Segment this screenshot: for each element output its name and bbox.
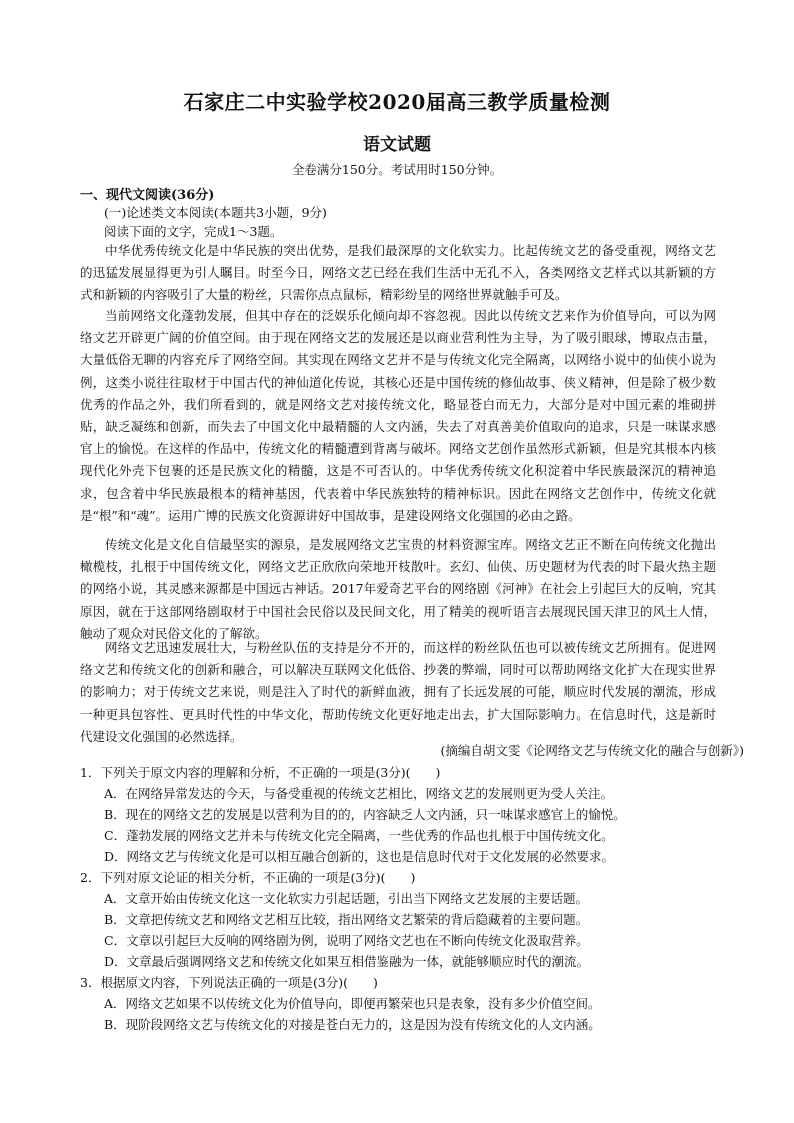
question-1-option-d: D．网络文艺与传统文化是可以相互融合创新的，这也是信息时代对于文化发展的必然要求。 (104, 849, 615, 864)
exam-info: 全卷满分150分。考试用时150分钟。 (291, 162, 503, 177)
question-2-option-a: A．文章开始由传统文化这一文化软实力引起话题，引出当下网络文艺发展的主要话题。 (104, 891, 589, 906)
passage-paragraph-3: 传统文化是文化自信最坚实的源泉，是发展网络文艺宝贵的材料资源宝库。网络文艺正不断在向传统文化抛出橄榄枝，扎根于中国传统文化，网络文艺正欣欣向荣地开枝散叶。玄幻、仙侠、历史题材为代表的时下最火热主题的网络小说，其灵感来源都是中国远古神话。2017年爱奇艺平台的网络剧《河神》在社会上引起巨大的反响，究其原因，就在于这部网络剧取材于中国社会民俗以及民间文化，用了精美的视听语言去展现民国天津卫的风土人情，触动了观众对民俗文化的了解欲。 (80, 537, 716, 641)
exam-subtitle: 语文试题 (363, 135, 431, 155)
question-2-stem: 2．下列对原文论证的相关分析，不正确的一项是(3分)( ) (80, 870, 416, 885)
reading-instruction: 阅读下面的文字，完成1～3题。 (104, 224, 283, 239)
question-1-stem: 1．下列关于原文内容的理解和分析，不正确的一项是(3分)( ) (80, 765, 441, 780)
passage-paragraph-2: 当前网络文化蓬勃发展，但其中存在的泛娱乐化倾向却不容忽视。因此以传统文艺来作为价值导向，可以为网络文艺开辟更广阔的价值空间。由于现在网络文艺的发展还是以商业营利性为主导，为了吸引眼球，博取点击量，大量低俗无聊的内容充斥了网络空间。其实现在网络文艺并不是与传统文化完全隔离，以网络小说中的仙侠小说为例，这类小说往往取材于中国古代的神仙道化传说，其核心还是中国传统的修仙故事、侠义精神，但是除了极少数优秀的作品之外，我们所看到的，就是网络文艺对接传统文化，略显苍白而无力，大部分是对中国元素的堆砌拼贴，缺乏凝练和创新，而失去了中国文化中最精髓的人文内涵，失去了对真善美价值取向的追求，只是一味谋求感官上的愉悦。在这样的作品中，传统文化的精髓遭到背离与破坏。网络文艺创作虽然形式新颖，但是究其根本内核现代化外壳下包裹的还是民族文化的精髓，这是不可否认的。中华优秀传统文化积淀着中华民族最深沉的精神追求，包含着中华民族最根本的精神基因，代表着中华民族独特的精神标识。因此在网络文艺创作中，传统文化就是“根”和“魂”。运用广博的民族文化资源讲好中国故事，是建设网络文化强国的必由之路。 (80, 308, 716, 523)
section-subheading: (一)论述类文本阅读(本题共3小题，9分) (104, 205, 327, 220)
question-3-stem: 3．根据原文内容，下列说法正确的一项是(3分)( ) (80, 975, 378, 990)
section-heading: 一、现代文阅读(36分) (80, 188, 215, 203)
question-1-option-b: B．现在的网络文艺的发展是以营利为目的的，内容缺乏人文内涵，只一味谋求感官上的愉悦。 (104, 807, 626, 822)
question-2-option-b: B．文章把传统文艺和网络文艺相互比较，指出网络文艺繁荣的背后隐藏着的主要问题。 (104, 912, 589, 927)
passage-paragraph-1: 中华优秀传统文化是中华民族的突出优势，是我们最深厚的文化软实力。比起传统文艺的备受重视，网络文艺的迅猛发展显得更为引人瞩目。时至今日，网络文艺已经在我们生活中无孔不入，各类网络文艺样式以其新颖的方式和新颖的内容吸引了大量的粉丝，只需你点点鼠标，精彩纷呈的网络世界就触手可及。 (80, 243, 716, 303)
passage-source: (摘编自胡文雯《论网络文艺与传统文化的融合与创新》) (440, 743, 744, 758)
exam-title: 石家庄二中实验学校2020届高三教学质量检测 (183, 90, 611, 114)
passage-paragraph-4: 网络文艺迅速发展壮大，与粉丝队伍的支持是分不开的，而这样的粉丝队伍也可以被传统文艺所拥有。促进网络文艺和传统文化的创新和融合，可以解决互联网文化低俗、抄袭的弊端，同时可以帮助网络文化扩大在现实世界的影响力；对于传统文艺来说，则是注入了时代的新鲜血液，拥有了长远发展的可能，顺应时代发展的潮流，形成一种更具包容性、更具时代性的中华文化，帮助传统文化更好地走出去，扩大国际影响力。在信息时代，这是新时代建设文化强国的必然选择。 (80, 640, 716, 744)
question-1-option-c: C．蓬勃发展的网络文艺并未与传统文化完全隔离，一些优秀的作品也扎根于中国传统文化。 (104, 828, 614, 843)
question-3-option-a: A．网络文艺如果不以传统文化为价值导向，即便再繁荣也只是表象，没有多少价值空间。 (104, 996, 601, 1011)
question-2-option-d: D．文章最后强调网络文艺和传统文化如果互相借鉴融为一体，就能够顺应时代的潮流。 (104, 954, 590, 969)
question-3-option-b: B．现阶段网络文艺与传统文化的对接是苍白无力的，这是因为没有传统文化的人文内涵。 (104, 1017, 601, 1032)
question-1-option-a: A．在网络异常发达的今天，与备受重视的传统文艺相比，网络文艺的发展则更为受人关注。 (104, 786, 614, 801)
question-2-option-c: C．文章以引起巨大反响的网络剧为例，说明了网络文艺也在不断向传统文化汲取营养。 (104, 933, 589, 948)
